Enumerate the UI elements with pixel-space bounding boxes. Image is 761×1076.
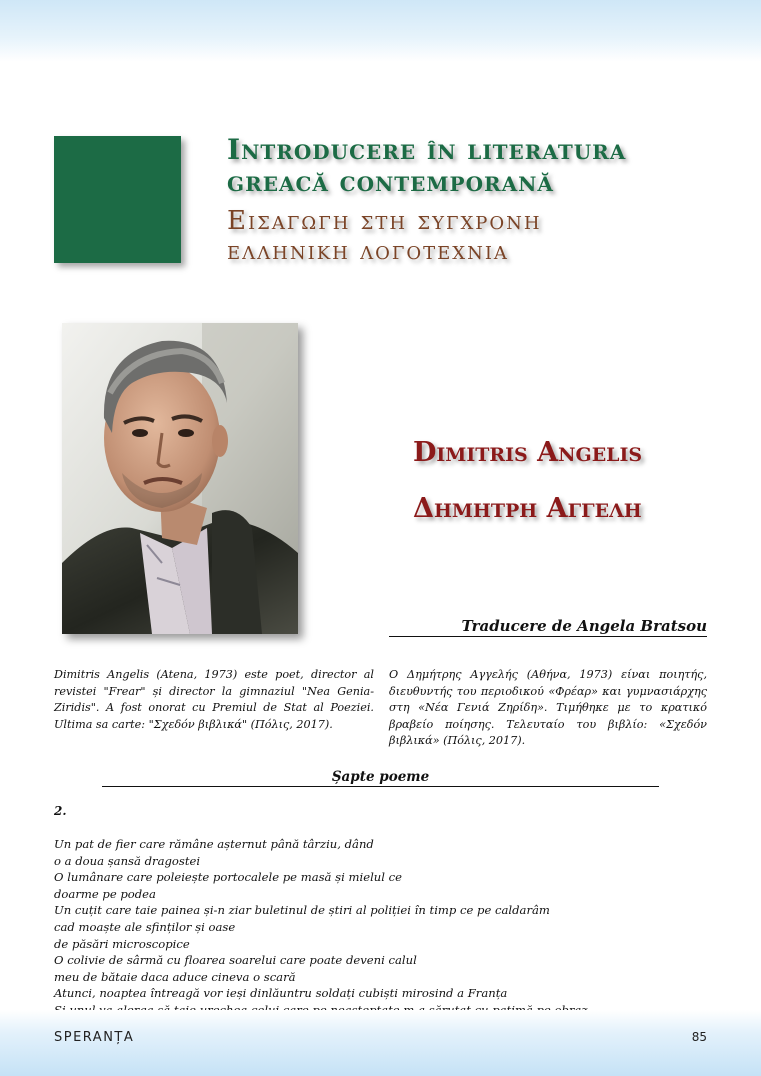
portrait-illustration — [62, 323, 298, 634]
page-number: 85 — [691, 1030, 707, 1044]
poem-line: cad moaște ale sfinților și oase — [54, 919, 236, 934]
poem-line: doarme pe podea — [54, 886, 156, 901]
author-bio-greek: Ο Δημήτρης Αγγελής (Αθήνα, 1973) είναι ποιητής, διευθυντής του περιοδικού «Φρέαρ» και γυμνασιάρχης στη «Νέα Γενιά Ζηρίδη». Τιμήθηκε με το κρατικό βραβείο ποίησης. Τελευταίο του βιβλίο: «Σχεδόν βιβλικά» (Πόλις, 2017). — [389, 668, 707, 747]
poem-line: o a doua șansă dragostei — [54, 853, 201, 868]
footer-magazine-name: SPERANȚA — [54, 1030, 135, 1045]
section-title-romanian — [227, 134, 707, 198]
poem-line: O lumânare care poleiește portocalele pe masă și mielul ce — [54, 870, 402, 885]
title-ro-line1: Introducere în literatura — [227, 133, 627, 166]
poem-line: meu de bătaie daca aduce cineva o scară — [54, 969, 296, 984]
green-decorative-square — [54, 136, 181, 263]
poem-line: Un cuțit care taie painea și-n ziar buletinul de știri al poliției în timp ce pe caldarâm — [54, 903, 550, 918]
author-bio-romanian: Dimitris Angelis (Atena, 1973) este poet, director al revistei "Frear" și director la gimnaziul "Nea Genia-Ziridis". A fost onorat cu Premiul de Stat al Poeziei. Ultima sa carte: "Σχεδόν βιβλικά" (Πόλις, 2017). — [54, 668, 374, 731]
author-name-greek: Δημητρη Αγγελη — [413, 493, 642, 524]
poem-text — [54, 836, 714, 1019]
title-gr-line1: Εισαγωγη στη συγχρονη — [227, 206, 542, 236]
top-decorative-band — [0, 0, 761, 62]
poem-line: Atunci, noaptea întreagă vor ieși dinlăuntru soldați cubiști mirosind a Franța — [54, 986, 508, 1001]
poems-section-title: Șapte poeme — [102, 768, 659, 787]
author-portrait-photo — [62, 323, 298, 634]
section-title-greek — [227, 206, 707, 266]
poem-line: de păsări microscopice — [54, 936, 190, 951]
title-ro-line2: greacă contemporană — [227, 165, 554, 198]
poem-number: 2. — [54, 804, 67, 818]
translator-credit: Traducere de Angela Bratsou — [389, 616, 707, 637]
title-gr-line2: ελληνικη λογοτεχνια — [227, 236, 509, 266]
author-name-romanian: Dimitris Angelis — [413, 437, 643, 468]
poem-line: Un pat de fier care rămâne așternut până târziu, dând — [54, 837, 374, 851]
poem-line: O colivie de sârmă cu floarea soarelui care poate deveni calul — [54, 953, 417, 968]
